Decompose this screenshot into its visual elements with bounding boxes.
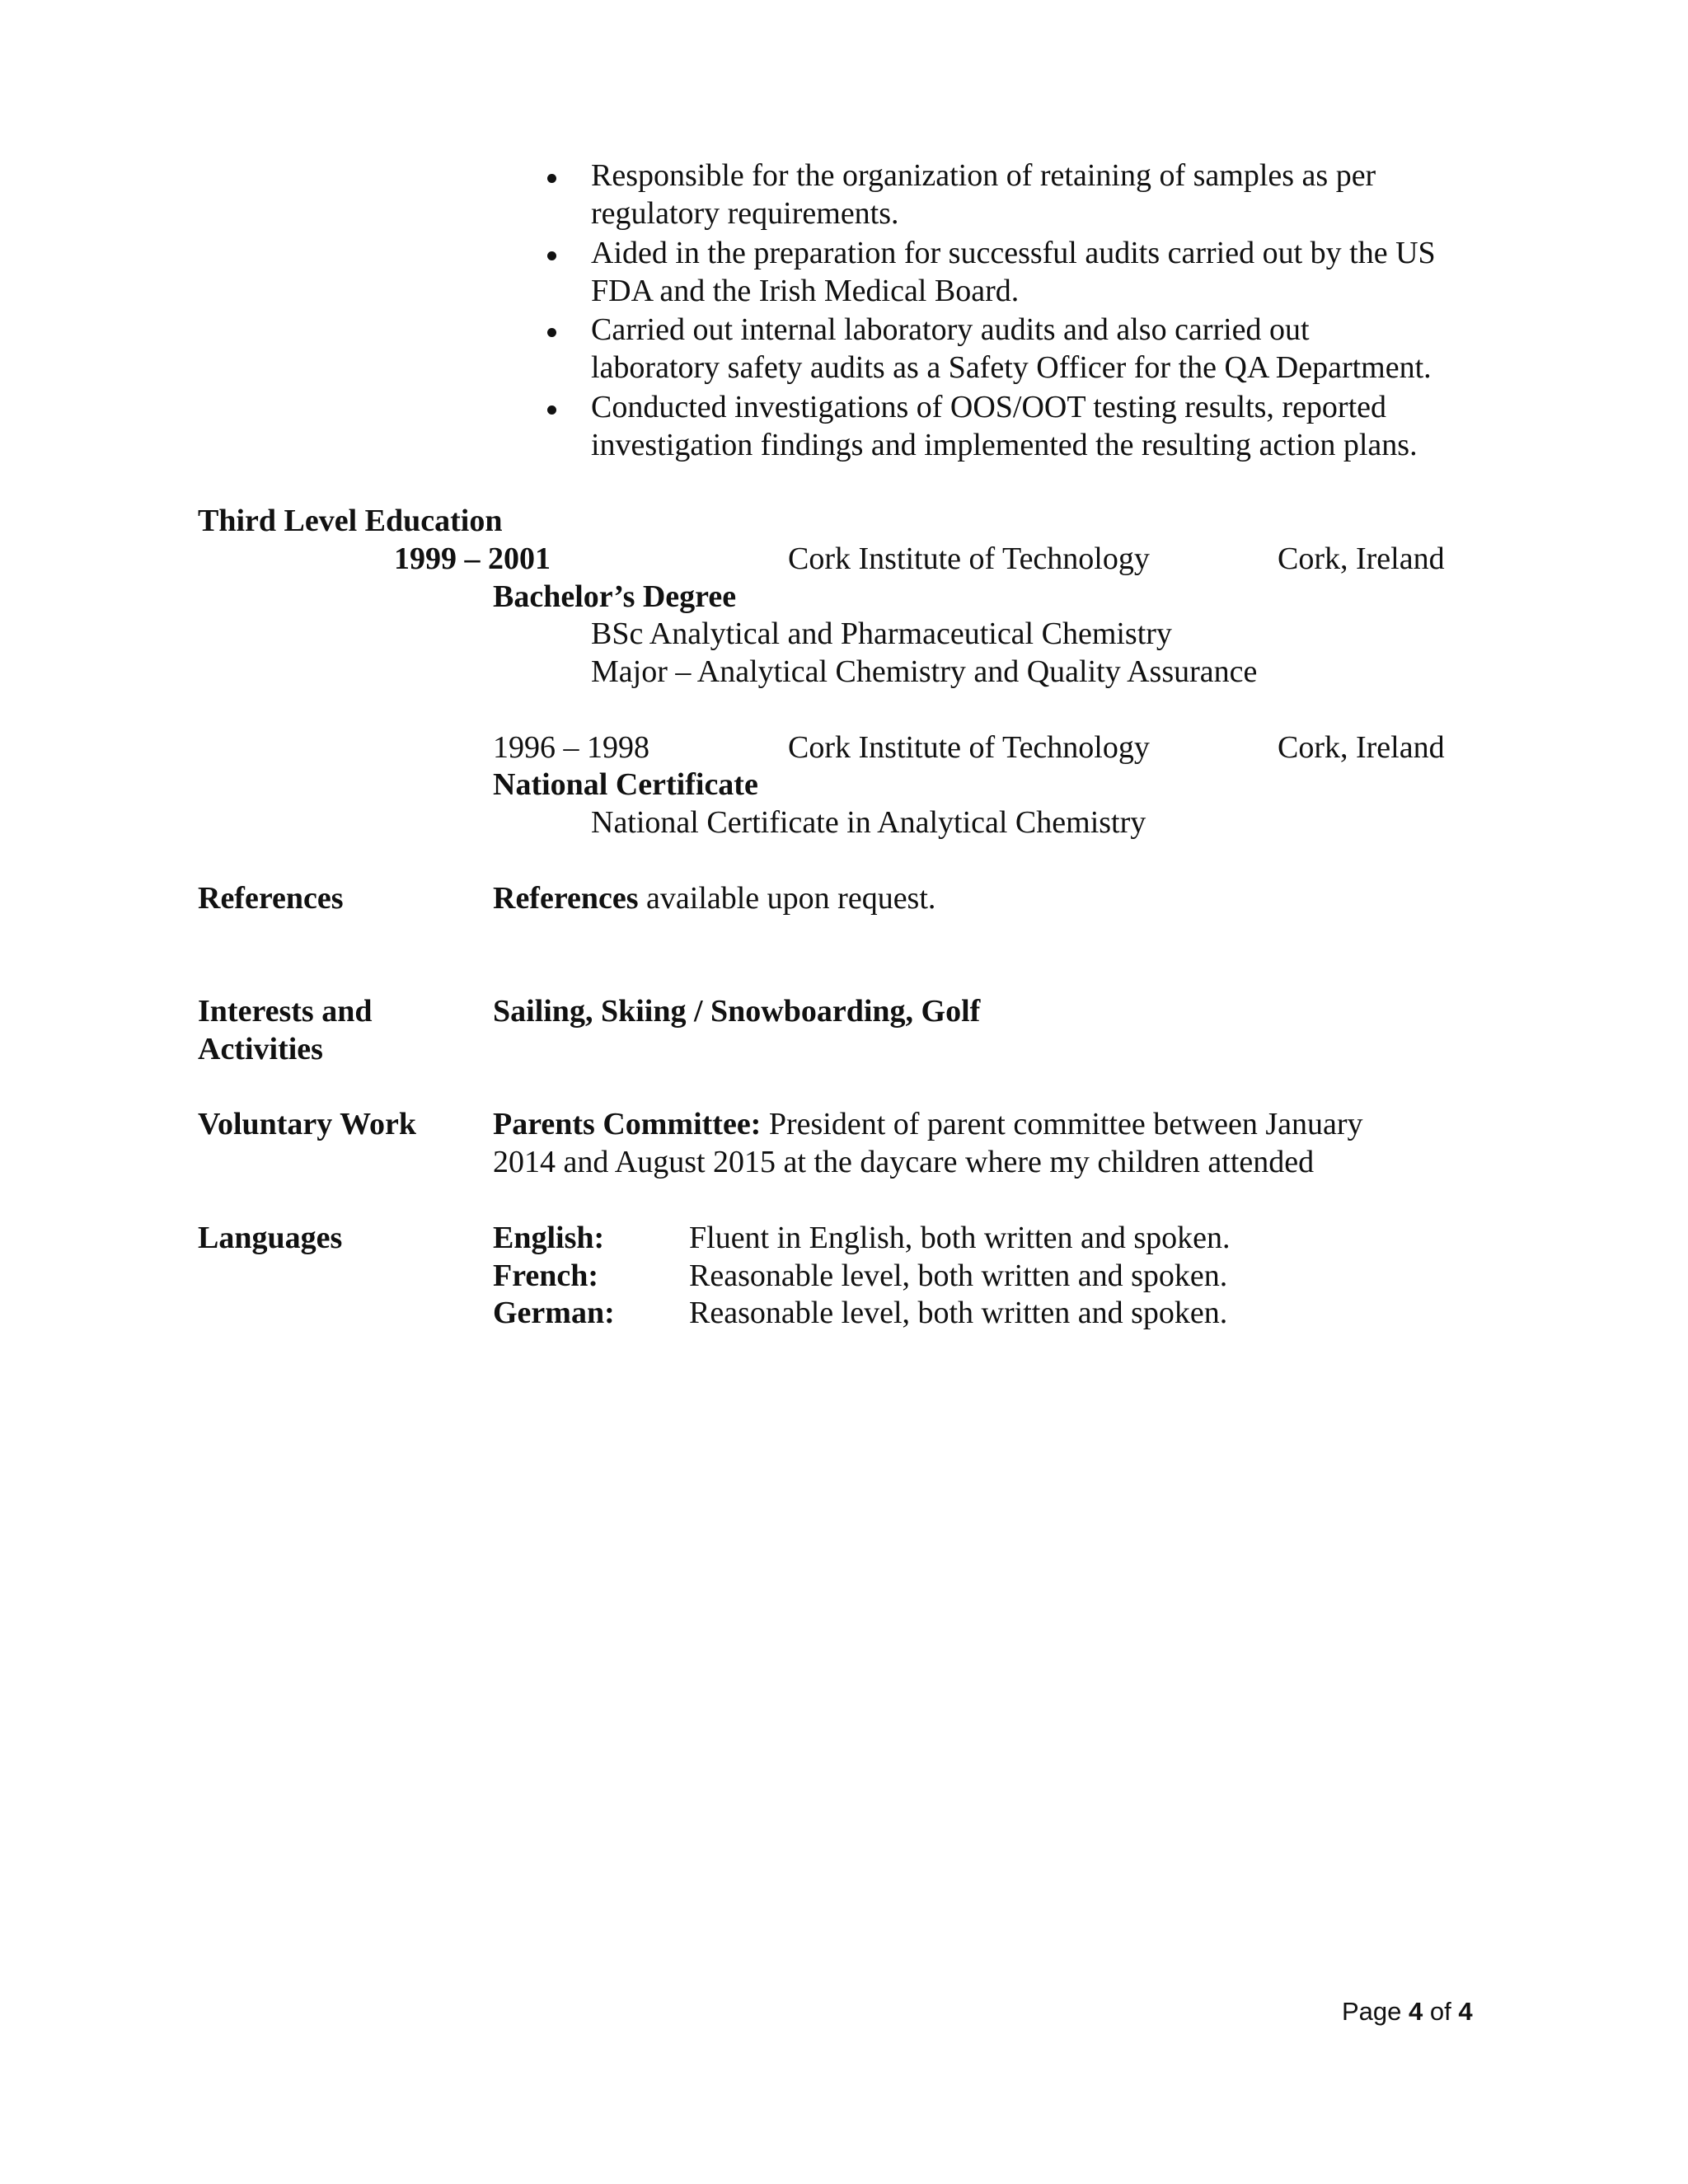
language-level: Reasonable level, both written and spoken. [689, 1258, 1228, 1293]
language-level: Reasonable level, both written and spoken. [689, 1296, 1228, 1330]
page-current: 4 [1409, 1997, 1423, 2026]
interests-heading-line-1: Interests and [198, 994, 373, 1029]
interests-heading-line-2: Activities [198, 1032, 323, 1066]
education-2-institution: Cork Institute of Technology [788, 730, 1150, 765]
bullet-4-line-2: investigation findings and implemented the resulting action plans. [591, 428, 1418, 462]
education-1-detail-1: BSc Analytical and Pharmaceutical Chemistry [591, 616, 1172, 651]
references-heading: References [198, 881, 344, 916]
page-prefix: Page [1342, 1997, 1409, 2026]
education-1-years: 1999 – 2001 [394, 541, 551, 576]
voluntary-heading: Voluntary Work [198, 1107, 417, 1141]
language-name: English: [493, 1221, 605, 1255]
bullet-dot [547, 251, 556, 260]
bullet-3-line-1: Carried out internal laboratory audits and also carried out [591, 312, 1310, 347]
education-1-detail-2: Major – Analytical Chemistry and Quality Assurance [591, 654, 1258, 689]
voluntary-line-2: 2014 and August 2015 at the daycare where my children attended [493, 1145, 1315, 1179]
bullet-dot [547, 405, 556, 415]
page-number [1342, 1993, 1473, 2031]
references-bold: References [493, 881, 639, 916]
education-heading: Third Level Education [198, 504, 503, 538]
languages-heading: Languages [198, 1221, 343, 1255]
education-2-detail-1: National Certificate in Analytical Chemistry [591, 805, 1146, 840]
bullet-1-line-2: regulatory requirements. [591, 196, 899, 231]
bullet-dot [547, 174, 556, 183]
voluntary-line-1 [493, 1105, 1363, 1143]
education-2-award: National Certificate [493, 767, 758, 802]
voluntary-bold: Parents Committee: [493, 1107, 762, 1141]
education-2-location: Cork, Ireland [1278, 730, 1445, 765]
bullet-1-line-1: Responsible for the organization of retaining of samples as per [591, 158, 1376, 193]
bullet-2-line-1: Aided in the preparation for successful audits carried out by the US [591, 236, 1436, 270]
references-text [493, 879, 935, 917]
page-total: 4 [1458, 1997, 1473, 2026]
education-1-award: Bachelor’s Degree [493, 579, 737, 614]
education-1-institution: Cork Institute of Technology [788, 541, 1150, 576]
bullet-4-line-1: Conducted investigations of OOS/OOT testing results, reported [591, 390, 1387, 424]
bullet-2-line-2: FDA and the Irish Medical Board. [591, 274, 1020, 308]
interests-text: Sailing, Skiing / Snowboarding, Golf [493, 994, 981, 1029]
language-name: French: [493, 1258, 599, 1293]
page-of: of [1423, 1997, 1459, 2026]
language-name: German: [493, 1296, 615, 1330]
voluntary-text: President of parent committee between January [761, 1107, 1363, 1141]
bullet-dot [547, 328, 556, 337]
education-2-years: 1996 – 1998 [493, 730, 649, 765]
language-level: Fluent in English, both written and spoken. [689, 1221, 1231, 1255]
education-1-location: Cork, Ireland [1278, 541, 1445, 576]
references-rest: available upon request. [638, 881, 936, 916]
bullet-3-line-2: laboratory safety audits as a Safety Officer for the QA Department. [591, 350, 1432, 385]
